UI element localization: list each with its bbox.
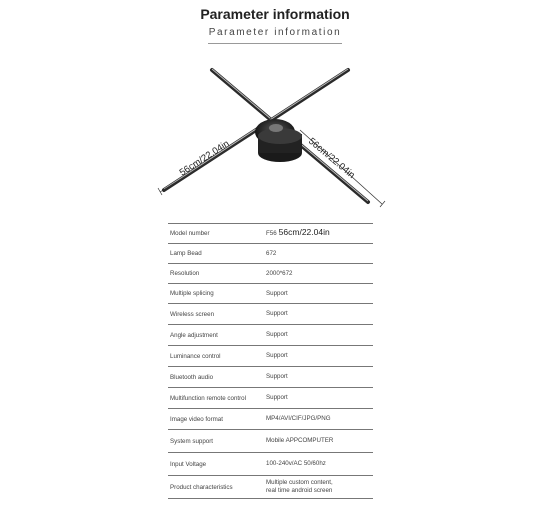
spec-row-model-number xyxy=(168,224,373,244)
model-size: 56cm/22.04in xyxy=(278,227,330,238)
spec-value: Support xyxy=(266,289,288,297)
spec-row-angle-adjustment xyxy=(168,325,373,346)
spec-label: Wireless screen xyxy=(170,310,215,318)
spec-row-image-video-format xyxy=(168,409,373,430)
spec-row-remote-control xyxy=(168,388,373,409)
spec-row-system-support xyxy=(168,430,373,453)
page-title: Parameter information xyxy=(200,6,350,22)
spec-value: Support xyxy=(266,352,288,360)
spec-label: Multiple splicing xyxy=(170,290,214,297)
spec-label: Angle adjustment xyxy=(170,331,218,339)
spec-row-input-voltage xyxy=(168,453,373,476)
spec-label: Lamp Bead xyxy=(170,250,202,257)
spec-value: Support xyxy=(266,373,288,381)
spec-value: Support xyxy=(266,331,288,339)
spec-row-bluetooth-audio xyxy=(168,367,373,388)
spec-label: Product characteristics xyxy=(170,483,233,491)
spec-label: System support xyxy=(170,437,213,445)
page-subtitle: Parameter information xyxy=(208,27,342,38)
spec-label: Input Voltage xyxy=(170,460,207,468)
spec-value: Multiple custom content, real time android screen xyxy=(266,479,333,494)
spec-label: Multifunction remote control xyxy=(170,394,247,402)
spec-row-lamp-bead xyxy=(168,244,373,264)
spec-row-resolution xyxy=(168,264,373,284)
spec-row-product-characteristics xyxy=(168,476,373,499)
spec-label: Model number xyxy=(170,230,210,237)
fan-hub xyxy=(255,119,302,162)
spec-value: Support xyxy=(266,394,288,402)
spec-table xyxy=(168,223,373,499)
hologram-fan-image xyxy=(150,58,400,218)
spec-row-luminance-control xyxy=(168,346,373,367)
spec-value: 672 xyxy=(266,249,277,257)
spec-value: MP4/AVI/CIF/JPG/PNG xyxy=(266,415,331,423)
dimension-right xyxy=(300,130,385,207)
spec-label: Luminance control xyxy=(170,352,221,360)
spec-label: Resolution xyxy=(170,270,200,277)
spec-value: Mobile APPCOMPUTER xyxy=(266,437,334,445)
spec-value: F56 56cm/22.04in xyxy=(266,227,330,238)
spec-row-multiple-splicing xyxy=(168,284,373,304)
spec-row-wireless-screen xyxy=(168,304,373,325)
spec-label: Bluetooth audio xyxy=(170,373,214,381)
subtitle-divider xyxy=(208,43,342,44)
spec-value: Support xyxy=(266,310,288,318)
spec-label: Image video format xyxy=(170,415,223,423)
spec-value: 100-240v/AC 50/60hz xyxy=(266,460,326,468)
dimension-left-label: 56cm/22.04in xyxy=(177,138,232,179)
dimension-right-label: 56cm/22.04in xyxy=(306,135,357,181)
spec-value: 2000*672 xyxy=(266,269,293,277)
